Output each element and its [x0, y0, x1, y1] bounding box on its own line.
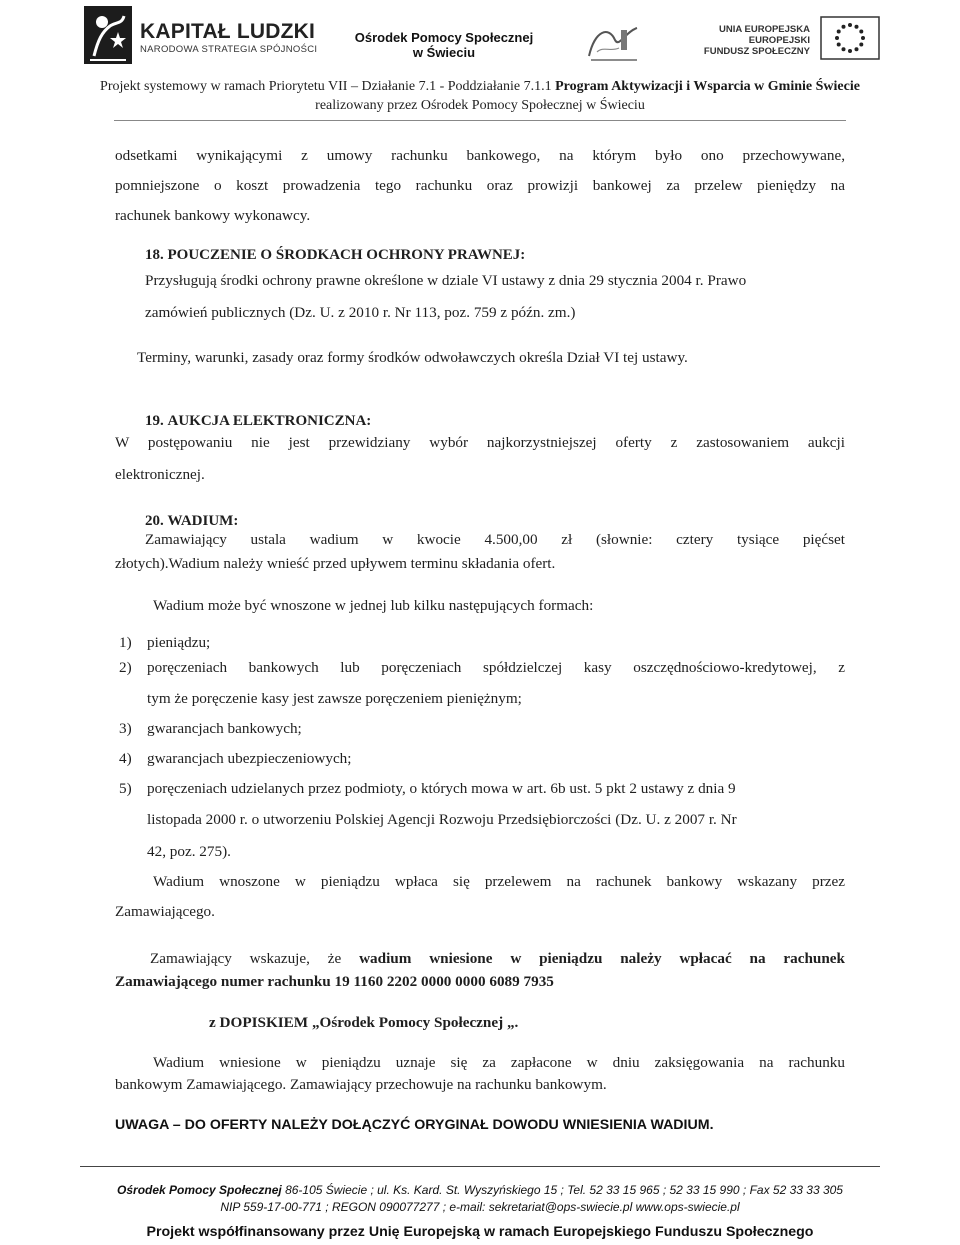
intro-line1: odsetkami wynikającymi z umowy rachunku bankowego, na którym było ono przechowywane,: [115, 147, 845, 164]
section-18-heading: [145, 246, 525, 264]
transfer-line1: Wadium wnoszone w pieniądzu wpłaca się przelewem na rachunek bankowy wskazany przez: [153, 873, 845, 890]
footer-ids: NIP 559-17-00-771 ; REGON 090077277 ; e-mail: sekretariat@ops-swiecie.pl www.ops-swiecie.pl: [220, 1200, 740, 1214]
intro-line2: pomniejszone o koszt prowadzenia tego rachunku oraz prowizji bankowej za przelew pieniędzy na: [115, 177, 845, 194]
eu-flag-icon: [820, 16, 880, 60]
transfer-line2: Zamawiającego.: [115, 903, 215, 920]
eu-label-line3: FUNDUSZ SPOŁECZNY: [703, 46, 810, 57]
kapital-ludzki-subtitle: NARODOWA STRATEGIA SPÓJNOŚCI: [140, 44, 318, 55]
project-line1-bold: Program Aktywizacji i Wsparcia w Gminie Świecie: [555, 79, 860, 94]
footer-address: [0, 1183, 960, 1197]
section-20-line1: Zamawiający ustala wadium w kwocie 4.500,00 zł (słownie: cztery tysiące pięćset: [145, 531, 845, 548]
list-item-text-continued: tym że poręczenie kasy jest zawsze poręczeniem pieniężnym;: [147, 690, 522, 707]
list-item-text: gwarancjach bankowych;: [147, 720, 302, 737]
list-item-text-continued: 42, poz. 275).: [147, 843, 231, 860]
section-19-line1: W postępowaniu nie jest przewidziany wybór najkorzystniejszej oferty z zastosowaniem aukcji: [115, 434, 845, 451]
project-line1-plain: Projekt systemowy w ramach Priorytetu VII – Działanie 7.1 - Poddziałanie 7.1.1: [100, 79, 556, 94]
footer-divider: [80, 1166, 880, 1167]
list-item-text: poręczeniach udzielanych przez podmioty, o których mowa w art. 6b ust. 5 pkt 2 ustawy z dnia 9: [147, 780, 736, 797]
list-item-number: 3): [119, 720, 132, 737]
section-19-number: 19.: [145, 413, 164, 429]
eu-label-line1: UNIA EUROPEJSKA: [719, 24, 810, 35]
page-header: [0, 0, 960, 120]
uwaga-notice: UWAGA – DO OFERTY NALEŻY DOŁĄCZYĆ ORYGINAŁ DOWODU WNIESIENIA WADIUM.: [115, 1117, 714, 1133]
account-line1: [150, 950, 845, 968]
ops-name-line2: w Świeciu: [412, 45, 476, 60]
footer-address-rest: 86-105 Świecie ; ul. Ks. Kard. St. Wyszyńskiego 15 ; Tel. 52 33 15 965 ; 52 33 15 990 ; Fax 52 33 33 305: [281, 1183, 843, 1197]
section-18-line3: Terminy, warunki, zasady oraz formy środków odwoławczych określa Dział VI tej ustawy.: [137, 349, 688, 366]
section-19-line2: elektronicznej.: [115, 466, 205, 483]
section-20-number: 20.: [145, 513, 164, 529]
list-item-number: 2): [119, 659, 132, 676]
booked-line2: bankowym Zamawiającego. Zamawiający przechowuje na rachunku bankowym.: [115, 1076, 607, 1093]
section-18-number: 18.: [145, 247, 164, 263]
ops-name-line1: Ośrodek Pomocy Społecznej: [354, 30, 534, 45]
header-divider: [114, 120, 846, 121]
footer-cofinancing: Projekt współfinansowany przez Unię Europejską w ramach Europejskiego Funduszu Społecznego: [146, 1224, 814, 1240]
section-19-title: AUKCJA ELEKTRONICZNA:: [167, 413, 372, 429]
intro-line3: rachunek bankowy wykonawcy.: [115, 207, 311, 224]
section-18-line1: Przysługują środki ochrony prawne określone w dziale VI ustawy z dnia 29 stycznia 2004 r. Prawo: [145, 272, 747, 289]
account-line1-plain: Zamawiający wskazuje, że: [150, 950, 360, 967]
kapital-ludzki-title: KAPITAŁ LUDZKI: [140, 20, 316, 43]
eu-label: [700, 24, 810, 57]
section-20-title: WADIUM:: [167, 513, 239, 529]
list-item-text-continued: listopada 2000 r. o utworzeniu Polskiej Agencji Rozwoju Przedsiębiorczości (Dz. U. z 2007 r. Nr: [147, 811, 737, 828]
dopisek-line: z DOPISKIEM „Ośrodek Pomocy Społecznej „.: [209, 1014, 519, 1031]
booked-line1: Wadium wniesione w pieniądzu uznaje się za zapłacone w dniu zaksięgowania na rachunku: [153, 1054, 845, 1071]
section-18-line2: zamówień publicznych (Dz. U. z 2010 r. Nr 113, poz. 759 z późn. zm.): [145, 304, 576, 321]
section-19-heading: [145, 412, 371, 430]
list-item-text: pieniądzu;: [147, 634, 211, 651]
project-line1: [0, 79, 960, 95]
account-number-line: Zamawiającego numer rachunku 19 1160 2202 0000 0000 6089 7935: [115, 973, 554, 990]
list-item-number: 5): [119, 780, 132, 797]
kapital-ludzki-logo: [80, 2, 318, 68]
list-item-text: poręczeniach bankowych lub poręczeniach spółdzielczej kasy oszczędnościowo-kredytowej, z: [147, 659, 845, 676]
section-20-line2: złotych).Wadium należy wnieść przed upływem terminu składania ofert.: [115, 555, 556, 572]
ops-name: [344, 30, 544, 60]
forms-intro: Wadium może być wnoszone w jednej lub kilku następujących formach:: [153, 597, 594, 614]
list-item-number: 4): [119, 750, 132, 767]
footer-org-name: Ośrodek Pomocy Społecznej: [117, 1183, 282, 1197]
eu-label-line2: EUROPEJSKI: [748, 35, 810, 46]
section-20-heading: [145, 512, 238, 530]
account-line1-bold: wadium wniesione w pieniądzu należy wpłacać na rachunek: [359, 950, 845, 967]
list-item-number: 1): [119, 634, 132, 651]
ops-swiecie-logo-icon: [585, 22, 643, 64]
project-line2: realizowany przez Ośrodek Pomocy Społecznej w Świeciu: [315, 98, 645, 113]
kapital-ludzki-emblem-icon: [80, 2, 136, 68]
list-item-text: gwarancjach ubezpieczeniowych;: [147, 750, 352, 767]
section-18-title: POUCZENIE O ŚRODKACH OCHRONY PRAWNEJ:: [167, 247, 526, 263]
